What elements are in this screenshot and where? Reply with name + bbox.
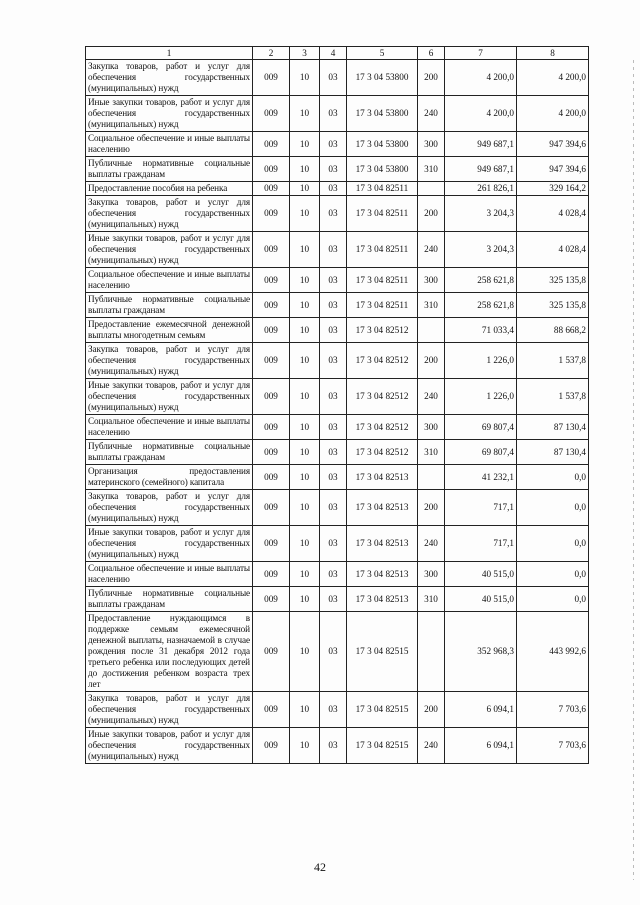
amount-year2-cell: 4 200,0: [517, 96, 589, 132]
amount-year2-cell: 7 703,6: [517, 692, 589, 728]
table-row: [86, 415, 589, 440]
table-row: [86, 587, 589, 612]
subsection-cell: 03: [320, 96, 347, 132]
table-row: [86, 490, 589, 526]
header-cell: 7: [445, 47, 517, 60]
target-article-cell: 17 3 04 82513: [347, 587, 418, 612]
section-cell: 10: [290, 232, 320, 268]
amount-year1-cell: 352 968,3: [445, 612, 517, 692]
expense-type-cell: 200: [418, 692, 445, 728]
section-cell: 10: [290, 490, 320, 526]
target-article-cell: 17 3 04 82515: [347, 612, 418, 692]
table-row: [86, 96, 589, 132]
expense-type-cell: 310: [418, 587, 445, 612]
subsection-cell: 03: [320, 343, 347, 379]
ministry-code-cell: 009: [253, 415, 290, 440]
amount-year2-cell: 947 394,6: [517, 157, 589, 182]
subsection-cell: 03: [320, 415, 347, 440]
ministry-code-cell: 009: [253, 293, 290, 318]
target-article-cell: 17 3 04 82511: [347, 268, 418, 293]
ministry-code-cell: 009: [253, 612, 290, 692]
ministry-code-cell: 009: [253, 232, 290, 268]
row-name-cell: Социальное обеспечение и иные выплаты населению: [86, 132, 253, 157]
section-cell: 10: [290, 96, 320, 132]
budget-table: [85, 46, 589, 764]
section-cell: 10: [290, 157, 320, 182]
scan-edge: [633, 60, 634, 880]
amount-year2-cell: 1 537,8: [517, 343, 589, 379]
section-cell: 10: [290, 692, 320, 728]
table-row: [86, 465, 589, 490]
header-cell: 6: [418, 47, 445, 60]
table-row: [86, 293, 589, 318]
expense-type-cell: 310: [418, 157, 445, 182]
ministry-code-cell: 009: [253, 182, 290, 196]
section-cell: 10: [290, 526, 320, 562]
subsection-cell: 03: [320, 612, 347, 692]
expense-type-cell: 300: [418, 562, 445, 587]
subsection-cell: 03: [320, 132, 347, 157]
target-article-cell: 17 3 04 53800: [347, 132, 418, 157]
amount-year1-cell: 41 232,1: [445, 465, 517, 490]
table-row: [86, 728, 589, 764]
table-row: [86, 526, 589, 562]
table-row: [86, 612, 589, 692]
amount-year1-cell: 40 515,0: [445, 562, 517, 587]
row-name-cell: Закупка товаров, работ и услуг для обеспечения государственных (муниципальных) нужд: [86, 343, 253, 379]
table-row: [86, 157, 589, 182]
table-row: [86, 196, 589, 232]
amount-year2-cell: 325 135,8: [517, 293, 589, 318]
target-article-cell: 17 3 04 82512: [347, 343, 418, 379]
row-name-cell: Публичные нормативные социальные выплаты гражданам: [86, 440, 253, 465]
amount-year2-cell: 88 668,2: [517, 318, 589, 343]
target-article-cell: 17 3 04 82512: [347, 379, 418, 415]
row-name-cell: Иные закупки товаров, работ и услуг для обеспечения государственных (муниципальных) нужд: [86, 232, 253, 268]
ministry-code-cell: 009: [253, 343, 290, 379]
amount-year2-cell: 0,0: [517, 562, 589, 587]
row-name-cell: Иные закупки товаров, работ и услуг для обеспечения государственных (муниципальных) нужд: [86, 379, 253, 415]
expense-type-cell: [418, 612, 445, 692]
amount-year1-cell: 1 226,0: [445, 343, 517, 379]
page-number: 42: [314, 860, 326, 874]
subsection-cell: 03: [320, 157, 347, 182]
amount-year2-cell: 1 537,8: [517, 379, 589, 415]
expense-type-cell: 310: [418, 440, 445, 465]
amount-year1-cell: 717,1: [445, 526, 517, 562]
ministry-code-cell: 009: [253, 526, 290, 562]
target-article-cell: 17 3 04 53800: [347, 96, 418, 132]
ministry-code-cell: 009: [253, 196, 290, 232]
subsection-cell: 03: [320, 268, 347, 293]
section-cell: 10: [290, 132, 320, 157]
section-cell: 10: [290, 728, 320, 764]
expense-type-cell: 300: [418, 132, 445, 157]
target-article-cell: 17 3 04 82513: [347, 465, 418, 490]
section-cell: 10: [290, 465, 320, 490]
header-cell: 1: [86, 47, 253, 60]
amount-year1-cell: 6 094,1: [445, 728, 517, 764]
section-cell: 10: [290, 343, 320, 379]
amount-year1-cell: 71 033,4: [445, 318, 517, 343]
header-cell: 8: [517, 47, 589, 60]
row-name-cell: Предоставление ежемесячной денежной выплаты многодетным семьям: [86, 318, 253, 343]
amount-year2-cell: 443 992,6: [517, 612, 589, 692]
section-cell: 10: [290, 268, 320, 293]
subsection-cell: 03: [320, 293, 347, 318]
subsection-cell: 03: [320, 692, 347, 728]
section-cell: 10: [290, 182, 320, 196]
section-cell: 10: [290, 562, 320, 587]
subsection-cell: 03: [320, 60, 347, 96]
amount-year1-cell: 949 687,1: [445, 132, 517, 157]
section-cell: 10: [290, 587, 320, 612]
subsection-cell: 03: [320, 318, 347, 343]
expense-type-cell: 200: [418, 60, 445, 96]
subsection-cell: 03: [320, 728, 347, 764]
row-name-cell: Закупка товаров, работ и услуг для обеспечения государственных (муниципальных) нужд: [86, 692, 253, 728]
expense-type-cell: 200: [418, 196, 445, 232]
expense-type-cell: 240: [418, 232, 445, 268]
subsection-cell: 03: [320, 379, 347, 415]
target-article-cell: 17 3 04 82513: [347, 526, 418, 562]
expense-type-cell: 240: [418, 379, 445, 415]
amount-year1-cell: 717,1: [445, 490, 517, 526]
target-article-cell: 17 3 04 82511: [347, 182, 418, 196]
table-row: [86, 379, 589, 415]
row-name-cell: Закупка товаров, работ и услуг для обеспечения государственных (муниципальных) нужд: [86, 490, 253, 526]
ministry-code-cell: 009: [253, 379, 290, 415]
target-article-cell: 17 3 04 82512: [347, 440, 418, 465]
ministry-code-cell: 009: [253, 157, 290, 182]
target-article-cell: 17 3 04 82512: [347, 415, 418, 440]
row-name-cell: Социальное обеспечение и иные выплаты населению: [86, 415, 253, 440]
target-article-cell: 17 3 04 82512: [347, 318, 418, 343]
table-row: [86, 692, 589, 728]
amount-year1-cell: 69 807,4: [445, 415, 517, 440]
table-body: [86, 60, 589, 764]
target-article-cell: 17 3 04 82513: [347, 562, 418, 587]
amount-year1-cell: 4 200,0: [445, 60, 517, 96]
row-name-cell: Социальное обеспечение и иные выплаты населению: [86, 562, 253, 587]
ministry-code-cell: 009: [253, 96, 290, 132]
amount-year2-cell: 325 135,8: [517, 268, 589, 293]
row-name-cell: Организация предоставления материнского (семейного) капитала: [86, 465, 253, 490]
expense-type-cell: 240: [418, 526, 445, 562]
row-name-cell: Публичные нормативные социальные выплаты гражданам: [86, 293, 253, 318]
section-cell: 10: [290, 293, 320, 318]
amount-year1-cell: 3 204,3: [445, 232, 517, 268]
amount-year2-cell: 4 028,4: [517, 196, 589, 232]
amount-year1-cell: 4 200,0: [445, 96, 517, 132]
subsection-cell: 03: [320, 440, 347, 465]
table-row: [86, 232, 589, 268]
expense-type-cell: 240: [418, 728, 445, 764]
subsection-cell: 03: [320, 182, 347, 196]
section-cell: 10: [290, 440, 320, 465]
amount-year1-cell: 1 226,0: [445, 379, 517, 415]
section-cell: 10: [290, 60, 320, 96]
subsection-cell: 03: [320, 196, 347, 232]
amount-year2-cell: 87 130,4: [517, 440, 589, 465]
expense-type-cell: 300: [418, 268, 445, 293]
ministry-code-cell: 009: [253, 465, 290, 490]
row-name-cell: Публичные нормативные социальные выплаты гражданам: [86, 587, 253, 612]
table-row: [86, 182, 589, 196]
target-article-cell: 17 3 04 82515: [347, 728, 418, 764]
subsection-cell: 03: [320, 526, 347, 562]
expense-type-cell: [418, 318, 445, 343]
ministry-code-cell: 009: [253, 587, 290, 612]
target-article-cell: 17 3 04 53800: [347, 60, 418, 96]
expense-type-cell: 300: [418, 415, 445, 440]
expense-type-cell: [418, 465, 445, 490]
amount-year2-cell: 0,0: [517, 490, 589, 526]
section-cell: 10: [290, 318, 320, 343]
row-name-cell: Иные закупки товаров, работ и услуг для обеспечения государственных (муниципальных) нужд: [86, 526, 253, 562]
section-cell: 10: [290, 196, 320, 232]
subsection-cell: 03: [320, 465, 347, 490]
amount-year2-cell: 329 164,2: [517, 182, 589, 196]
table-row: [86, 343, 589, 379]
row-name-cell: Закупка товаров, работ и услуг для обеспечения государственных (муниципальных) нужд: [86, 196, 253, 232]
amount-year2-cell: 0,0: [517, 465, 589, 490]
table-row: [86, 268, 589, 293]
target-article-cell: 17 3 04 82513: [347, 490, 418, 526]
subsection-cell: 03: [320, 490, 347, 526]
expense-type-cell: 240: [418, 96, 445, 132]
ministry-code-cell: 009: [253, 318, 290, 343]
header-cell: 3: [290, 47, 320, 60]
row-name-cell: Иные закупки товаров, работ и услуг для обеспечения государственных (муниципальных) нужд: [86, 96, 253, 132]
amount-year1-cell: 69 807,4: [445, 440, 517, 465]
amount-year1-cell: 3 204,3: [445, 196, 517, 232]
amount-year2-cell: 4 200,0: [517, 60, 589, 96]
amount-year2-cell: 7 703,6: [517, 728, 589, 764]
row-name-cell: Социальное обеспечение и иные выплаты населению: [86, 268, 253, 293]
ministry-code-cell: 009: [253, 440, 290, 465]
table-row: [86, 132, 589, 157]
ministry-code-cell: 009: [253, 268, 290, 293]
ministry-code-cell: 009: [253, 132, 290, 157]
header-cell: 2: [253, 47, 290, 60]
amount-year1-cell: 258 621,8: [445, 293, 517, 318]
table-row: [86, 60, 589, 96]
table-row: [86, 318, 589, 343]
amount-year2-cell: 0,0: [517, 587, 589, 612]
subsection-cell: 03: [320, 562, 347, 587]
expense-type-cell: 200: [418, 343, 445, 379]
section-cell: 10: [290, 379, 320, 415]
amount-year2-cell: 947 394,6: [517, 132, 589, 157]
table-header-row: [86, 47, 589, 60]
amount-year1-cell: 258 621,8: [445, 268, 517, 293]
row-name-cell: Публичные нормативные социальные выплаты гражданам: [86, 157, 253, 182]
amount-year1-cell: 949 687,1: [445, 157, 517, 182]
row-name-cell: Иные закупки товаров, работ и услуг для обеспечения государственных (муниципальных) нужд: [86, 728, 253, 764]
table-row: [86, 562, 589, 587]
amount-year2-cell: 0,0: [517, 526, 589, 562]
expense-type-cell: 310: [418, 293, 445, 318]
header-cell: 4: [320, 47, 347, 60]
ministry-code-cell: 009: [253, 692, 290, 728]
section-cell: 10: [290, 415, 320, 440]
target-article-cell: 17 3 04 53800: [347, 157, 418, 182]
row-name-cell: Предоставление нуждающимся в поддержке семьям ежемесячной денежной выплаты, назначаемой в случае рождения после 31 декабря 2012 года третьего ребенка или последующих детей до достижения ребенком возраста трех лет: [86, 612, 253, 692]
ministry-code-cell: 009: [253, 490, 290, 526]
ministry-code-cell: 009: [253, 562, 290, 587]
ministry-code-cell: 009: [253, 60, 290, 96]
amount-year2-cell: 87 130,4: [517, 415, 589, 440]
expense-type-cell: 200: [418, 490, 445, 526]
amount-year1-cell: 6 094,1: [445, 692, 517, 728]
amount-year1-cell: 261 826,1: [445, 182, 517, 196]
subsection-cell: 03: [320, 587, 347, 612]
row-name-cell: Предоставление пособия на ребенка: [86, 182, 253, 196]
target-article-cell: 17 3 04 82511: [347, 232, 418, 268]
target-article-cell: 17 3 04 82515: [347, 692, 418, 728]
target-article-cell: 17 3 04 82511: [347, 196, 418, 232]
section-cell: 10: [290, 612, 320, 692]
ministry-code-cell: 009: [253, 728, 290, 764]
subsection-cell: 03: [320, 232, 347, 268]
target-article-cell: 17 3 04 82511: [347, 293, 418, 318]
table-row: [86, 440, 589, 465]
row-name-cell: Закупка товаров, работ и услуг для обеспечения государственных (муниципальных) нужд: [86, 60, 253, 96]
header-cell: 5: [347, 47, 418, 60]
expense-type-cell: [418, 182, 445, 196]
amount-year2-cell: 4 028,4: [517, 232, 589, 268]
amount-year1-cell: 40 515,0: [445, 587, 517, 612]
